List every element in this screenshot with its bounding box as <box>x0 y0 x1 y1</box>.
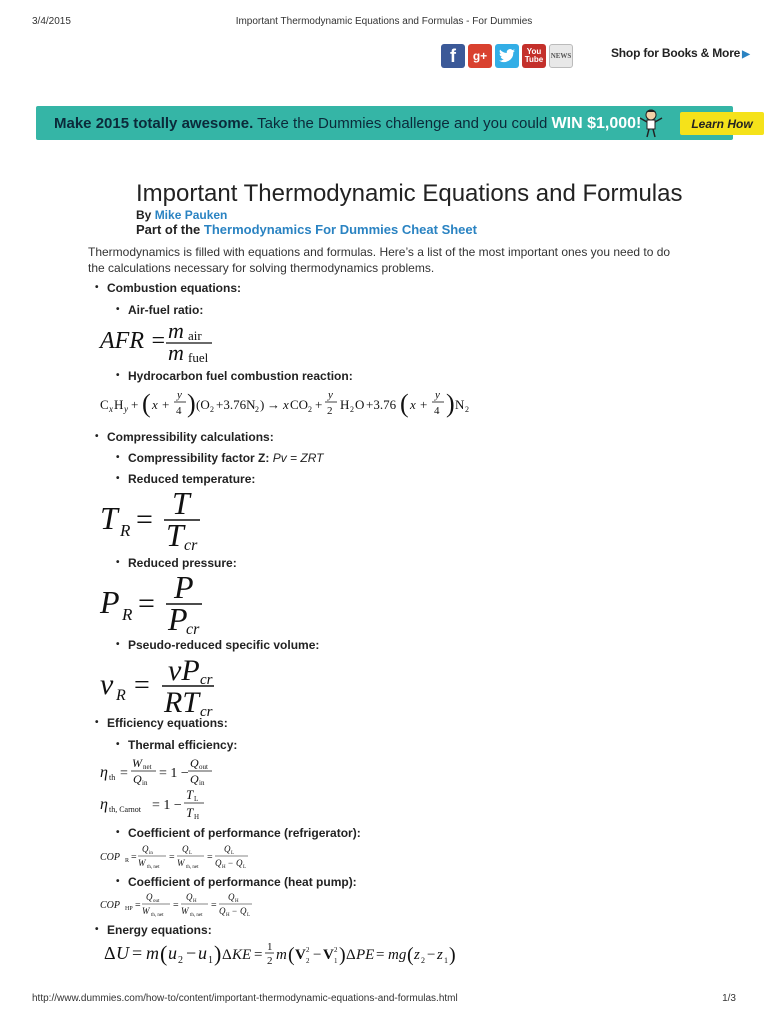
bullet-efficiency: • Efficiency equations: <box>107 716 228 730</box>
youtube-label-bottom: Tube <box>524 55 544 64</box>
svg-text:−: − <box>232 906 238 916</box>
bullet-thermal-efficiency: • Thermal efficiency: <box>128 738 237 752</box>
svg-text:=: = <box>169 852 175 863</box>
svg-text:W: W <box>177 858 185 868</box>
byline <box>136 208 698 222</box>
youtube-icon[interactable] <box>522 44 546 68</box>
svg-text:T: T <box>166 517 184 553</box>
svg-text:=: = <box>138 587 155 620</box>
svg-text:cr: cr <box>200 704 213 720</box>
svg-text:2: 2 <box>178 955 183 966</box>
part-of-line <box>136 222 698 238</box>
svg-text:=: = <box>134 670 150 701</box>
svg-text:HP: HP <box>125 906 133 912</box>
google-plus-icon[interactable]: g+ <box>468 44 492 68</box>
bullet-hydrocarbon: • Hydrocarbon fuel combustion reaction: <box>128 369 353 383</box>
svg-text:Q: Q <box>190 772 199 786</box>
svg-text:(: ( <box>407 944 414 966</box>
svg-text:th: th <box>109 773 116 782</box>
equation-cop-heat-pump <box>100 888 260 920</box>
svg-text:H: H <box>194 813 200 821</box>
svg-text:L: L <box>247 913 251 918</box>
svg-text:=: = <box>254 947 263 963</box>
article-title: Important Thermodynamic Equations and Formulas <box>136 180 683 207</box>
svg-text:(: ( <box>160 941 168 966</box>
svg-text:): ) <box>449 944 456 966</box>
svg-text:H: H <box>114 397 124 412</box>
equation-pseudo-reduced-volume <box>98 652 218 718</box>
print-header <box>32 16 736 30</box>
svg-text:2: 2 <box>327 405 333 417</box>
svg-text:m: m <box>168 318 184 343</box>
equation-afr <box>100 314 220 364</box>
cheat-sheet-link[interactable]: Thermodynamics For Dummies Cheat Sheet <box>203 222 477 237</box>
svg-text:th, net: th, net <box>190 913 203 918</box>
svg-text:=: = <box>132 943 143 963</box>
svg-text:Q: Q <box>219 906 226 916</box>
svg-text:): ) <box>214 941 222 966</box>
svg-text:T: T <box>186 805 194 820</box>
svg-text:2: 2 <box>350 405 354 414</box>
svg-text:2: 2 <box>308 405 312 414</box>
svg-text:in: in <box>199 779 205 787</box>
equation-energy <box>104 936 454 972</box>
svg-text:η: η <box>100 796 108 813</box>
svg-text:Δ: Δ <box>104 943 116 963</box>
article <box>88 180 698 276</box>
bullet-reduced-temperature: • Reduced temperature: <box>128 472 255 486</box>
svg-text:4: 4 <box>434 405 440 417</box>
svg-text:CO: CO <box>290 397 309 412</box>
svg-text:x: x <box>109 404 113 414</box>
svg-text:=: = <box>135 900 141 911</box>
equation-reduced-pressure <box>98 570 218 636</box>
svg-text:): ) <box>260 397 265 412</box>
svg-text:th, Carnot: th, Carnot <box>109 805 141 814</box>
footer-page-number: 1/3 <box>722 993 736 1004</box>
footer-url: http://www.dummies.com/how-to/content/important-thermodynamic-equations-and-formulas.html <box>32 993 458 1004</box>
svg-text:=: = <box>376 947 385 963</box>
svg-text:th, net: th, net <box>151 913 164 918</box>
svg-text:RT: RT <box>164 686 200 719</box>
svg-text:y: y <box>124 404 128 414</box>
bullet-afr: • Air-fuel ratio: <box>128 303 203 317</box>
svg-text:2: 2 <box>210 405 214 414</box>
equation-reduced-temperature <box>98 486 218 552</box>
svg-text:U: U <box>116 943 129 963</box>
svg-text:= 1 −: = 1 − <box>159 766 189 781</box>
svg-text:4: 4 <box>176 405 182 417</box>
svg-text:H: H <box>193 899 197 904</box>
svg-text:Q: Q <box>240 906 247 916</box>
svg-text:T: T <box>186 787 194 802</box>
svg-text:cr: cr <box>184 537 198 554</box>
banner-win: WIN $1,000! <box>551 115 642 132</box>
svg-text:=: = <box>131 852 137 863</box>
banner-text <box>54 115 641 133</box>
svg-text:Q: Q <box>142 844 149 854</box>
svg-text:2: 2 <box>421 956 425 965</box>
svg-text:x: x <box>410 397 416 412</box>
svg-text:KE: KE <box>232 947 252 963</box>
svg-text:2: 2 <box>267 955 273 967</box>
equation-thermal-efficiency <box>100 750 240 824</box>
triangle-right-icon: ▶ <box>742 49 750 60</box>
svg-text:y: y <box>177 389 182 401</box>
svg-text:vP: vP <box>168 654 200 687</box>
svg-text:th, net: th, net <box>186 865 199 870</box>
svg-text:−: − <box>186 943 197 963</box>
svg-text:2: 2 <box>306 946 310 954</box>
svg-text:AFR =: AFR = <box>100 328 167 354</box>
svg-text:W: W <box>138 858 146 868</box>
svg-text:Δ: Δ <box>346 947 356 963</box>
svg-text:PE: PE <box>356 947 375 963</box>
print-page-title: Important Thermodynamic Equations and Formulas - For Dummies <box>235 16 533 27</box>
svg-text:Q: Q <box>133 772 142 786</box>
dummies-mascot-icon <box>636 108 666 138</box>
svg-text:R: R <box>125 858 130 864</box>
z-factor-formula: Pv = ZRT <box>272 451 324 465</box>
svg-text:u: u <box>198 943 207 963</box>
banner-lead: Make 2015 totally awesome. <box>54 115 254 132</box>
svg-text:Q: Q <box>146 892 153 902</box>
svg-text:W: W <box>142 906 150 916</box>
svg-text:(: ( <box>142 389 151 418</box>
svg-text:fuel: fuel <box>188 350 209 365</box>
svg-text:out: out <box>153 899 160 904</box>
svg-text:1: 1 <box>444 956 448 965</box>
equation-hydrocarbon-combustion <box>100 384 500 426</box>
svg-text:W: W <box>181 906 189 916</box>
svg-text:): ) <box>446 389 455 418</box>
svg-text:2: 2 <box>334 946 338 954</box>
svg-text:(: ( <box>288 944 295 966</box>
svg-text:m: m <box>276 947 287 963</box>
svg-text:2: 2 <box>306 957 310 965</box>
svg-text:air: air <box>188 328 202 343</box>
svg-text:1: 1 <box>208 955 213 966</box>
svg-text:): ) <box>339 944 346 966</box>
svg-text:Q: Q <box>228 892 235 902</box>
svg-text:(O: (O <box>196 397 210 412</box>
svg-text:η: η <box>100 764 108 781</box>
svg-text:N: N <box>455 397 465 412</box>
svg-text:cr: cr <box>200 672 213 688</box>
equation-cop-refrigerator <box>100 840 260 872</box>
svg-text:C: C <box>100 397 109 412</box>
svg-text:→: → <box>267 397 280 412</box>
svg-text:R: R <box>116 687 126 704</box>
svg-text:L: L <box>194 795 199 803</box>
svg-text:=: = <box>173 900 179 911</box>
bullet-combustion: • Combustion equations: <box>107 281 241 295</box>
svg-text:COP: COP <box>100 900 120 911</box>
svg-text:H: H <box>340 397 350 412</box>
svg-text:=: = <box>120 766 128 781</box>
svg-text:P: P <box>174 569 194 605</box>
svg-text:2: 2 <box>465 405 469 414</box>
svg-text:L: L <box>189 851 193 856</box>
svg-text:V: V <box>323 947 334 963</box>
svg-text:): ) <box>187 389 196 418</box>
svg-text:(: ( <box>400 389 409 418</box>
svg-text:net: net <box>143 763 152 771</box>
byline-prefix: By <box>136 208 155 222</box>
svg-text:H: H <box>226 913 230 918</box>
promo-banner[interactable] <box>36 106 753 140</box>
newspaper-icon[interactable]: NEWS <box>549 44 573 68</box>
social-links <box>441 44 573 70</box>
svg-text:P: P <box>168 601 188 637</box>
svg-text:in: in <box>149 851 153 856</box>
svg-text:z: z <box>437 947 443 963</box>
svg-text:Q: Q <box>190 756 199 770</box>
svg-text:+: + <box>420 397 428 412</box>
svg-text:Q: Q <box>182 844 189 854</box>
svg-text:Δ: Δ <box>222 947 232 963</box>
svg-text:Q: Q <box>224 844 231 854</box>
svg-text:L: L <box>231 851 235 856</box>
svg-text:−: − <box>228 858 234 868</box>
part-of-prefix: Part of the <box>136 222 204 237</box>
svg-text:mg: mg <box>388 947 407 963</box>
svg-text:P: P <box>100 584 120 620</box>
banner-middle: Take the Dummies challenge and you could <box>253 115 552 132</box>
bullet-energy: • Energy equations: <box>107 923 212 937</box>
svg-text:1: 1 <box>267 941 273 953</box>
svg-text:u: u <box>168 943 177 963</box>
svg-text:COP: COP <box>100 852 120 863</box>
svg-text:=: = <box>207 852 213 863</box>
youtube-label-top: You <box>526 47 542 56</box>
svg-text:−: − <box>313 947 322 963</box>
svg-text:x: x <box>283 397 289 412</box>
svg-text:+3.76N: +3.76N <box>216 397 256 412</box>
svg-text:L: L <box>243 865 247 870</box>
svg-text:+: + <box>315 397 323 412</box>
svg-text:z: z <box>414 947 420 963</box>
bullet-pseudo-volume: • Pseudo-reduced specific volume: <box>128 638 319 652</box>
svg-text:T: T <box>172 485 190 521</box>
bullet-reduced-pressure: • Reduced pressure: <box>128 556 237 570</box>
svg-text:V: V <box>295 947 306 963</box>
svg-text:x: x <box>152 397 158 412</box>
svg-text:H: H <box>235 899 239 904</box>
shop-link[interactable] <box>611 46 750 60</box>
bullet-z-factor <box>128 451 324 465</box>
intro-paragraph: Thermodynamics is filled with equations and formulas. Here’s a list of the most important ones you need to do the calculations necessary for solving thermodynamics problems. <box>88 245 671 275</box>
svg-text:m: m <box>146 943 159 963</box>
svg-text:T: T <box>100 500 118 536</box>
svg-text:2: 2 <box>255 405 259 414</box>
svg-text:=: = <box>211 900 217 911</box>
svg-text:R: R <box>120 521 131 540</box>
svg-text:y: y <box>328 389 333 401</box>
svg-text:m: m <box>168 340 184 365</box>
shop-link-label: Shop for Books & More <box>611 46 741 60</box>
author-link[interactable]: Mike Pauken <box>154 208 228 222</box>
svg-text:+3.76: +3.76 <box>366 397 397 412</box>
svg-text:1: 1 <box>334 957 338 965</box>
svg-text:Q: Q <box>215 858 222 868</box>
learn-how-button[interactable]: Learn How <box>680 112 764 135</box>
svg-text:v: v <box>100 668 114 701</box>
z-factor-label: Compressibility factor Z: <box>128 451 273 465</box>
svg-text:Q: Q <box>236 858 243 868</box>
facebook-icon[interactable]: f <box>441 44 465 68</box>
bullet-cop-heat-pump: • Coefficient of performance (heat pump): <box>128 875 357 889</box>
svg-text:H: H <box>222 865 226 870</box>
twitter-icon[interactable] <box>495 44 519 68</box>
svg-text:+: + <box>131 397 139 412</box>
svg-text:cr: cr <box>186 621 200 638</box>
svg-text:R: R <box>122 605 133 624</box>
svg-text:W: W <box>132 756 142 770</box>
svg-text:+: + <box>162 397 170 412</box>
svg-text:= 1 −: = 1 − <box>152 798 182 813</box>
bullet-cop-refrigerator: • Coefficient of performance (refrigerator): <box>128 826 361 840</box>
svg-text:Q: Q <box>186 892 193 902</box>
svg-text:=: = <box>136 503 153 536</box>
svg-text:th, net: th, net <box>147 865 160 870</box>
svg-text:−: − <box>427 947 436 963</box>
print-date: 3/4/2015 <box>32 16 71 27</box>
svg-text:in: in <box>142 779 148 787</box>
svg-text:y: y <box>435 389 440 401</box>
bullet-compressibility: • Compressibility calculations: <box>107 430 274 444</box>
svg-text:O: O <box>355 397 365 412</box>
svg-text:out: out <box>199 763 208 771</box>
